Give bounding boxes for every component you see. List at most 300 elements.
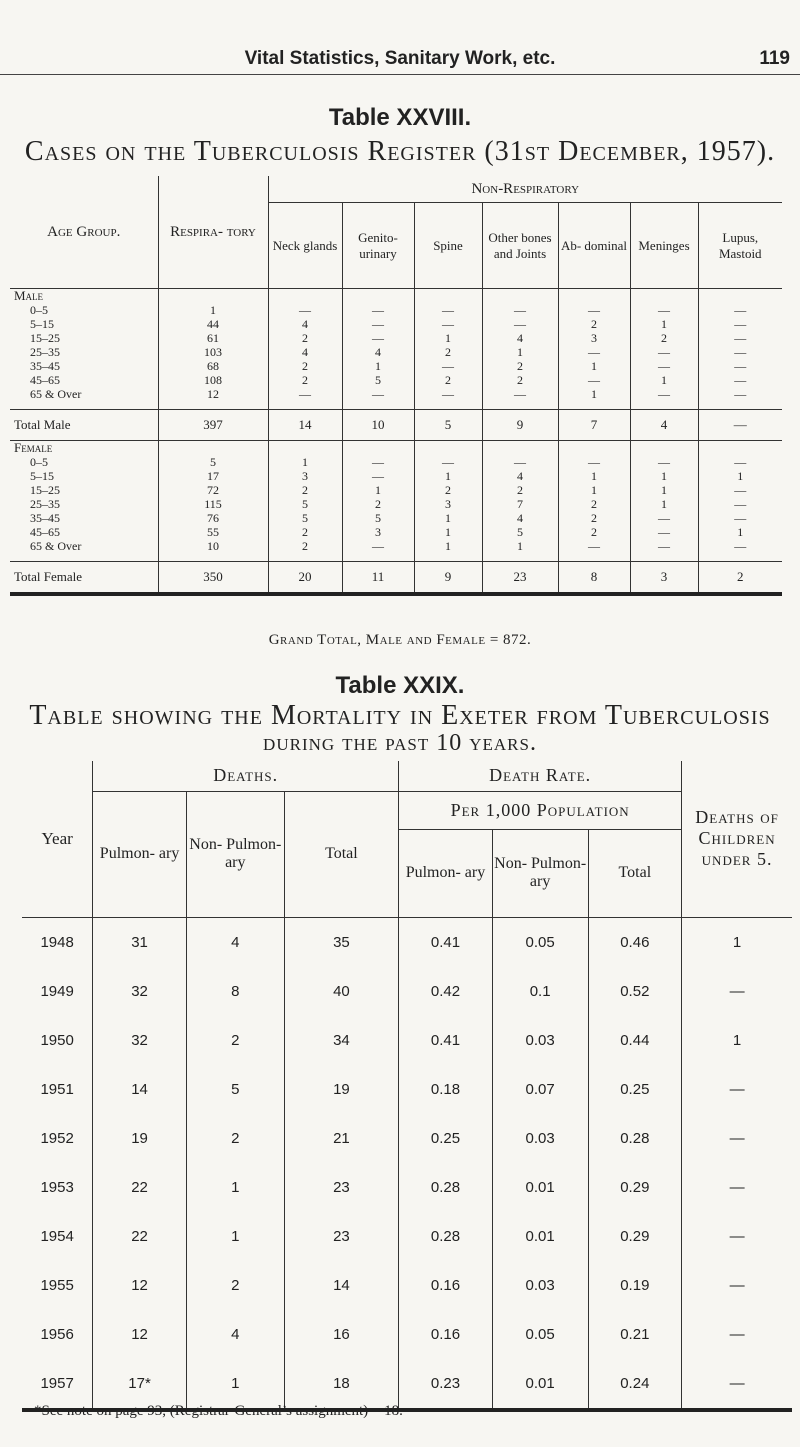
value-cell: 0.44 — [588, 1016, 682, 1065]
value-cell: — — [630, 359, 698, 373]
value-cell: 1 — [630, 497, 698, 511]
value-cell: — — [558, 539, 630, 562]
value-cell: 1 — [682, 917, 792, 967]
value-cell: 2 — [342, 497, 414, 511]
value-cell: — — [698, 483, 782, 497]
value-cell: 12 — [158, 387, 268, 410]
value-cell: 1 — [558, 469, 630, 483]
total-value: 14 — [268, 410, 342, 441]
value-cell: 32 — [93, 967, 187, 1016]
empty-cell — [698, 289, 782, 304]
value-cell: 1 — [682, 1016, 792, 1065]
value-cell: 0.21 — [588, 1310, 682, 1359]
table-row — [22, 1310, 792, 1359]
total-value: 8 — [558, 562, 630, 595]
other-bones-header: Other bones and Joints — [482, 203, 558, 289]
age-cell: 5–15 — [30, 469, 54, 483]
value-cell: 0.28 — [399, 1163, 493, 1212]
value-cell: 55 — [158, 525, 268, 539]
abdominal-header: Ab- dominal — [558, 203, 630, 289]
value-cell: 22 — [93, 1212, 187, 1261]
total-value: 9 — [414, 562, 482, 595]
value-cell: 0.41 — [399, 917, 493, 967]
value-cell: 68 — [158, 359, 268, 373]
value-cell: — — [698, 455, 782, 469]
value-cell: 2 — [268, 483, 342, 497]
year-cell: 1952 — [40, 1129, 74, 1147]
value-cell: 12 — [93, 1310, 187, 1359]
value-cell: 1 — [414, 511, 482, 525]
value-cell: — — [342, 317, 414, 331]
mortality-table — [22, 761, 792, 1412]
value-cell: 0.03 — [492, 1016, 588, 1065]
total-value: 2 — [698, 562, 782, 595]
value-cell: — — [414, 303, 482, 317]
value-cell: 2 — [268, 359, 342, 373]
year-cell: 1951 — [40, 1080, 74, 1098]
value-cell: 2 — [558, 317, 630, 331]
value-cell: 2 — [186, 1261, 284, 1310]
value-cell: 2 — [268, 373, 342, 387]
non-respiratory-header: Non-Respiratory — [268, 176, 782, 203]
empty-cell — [698, 441, 782, 456]
value-cell: 4 — [268, 317, 342, 331]
value-cell: 23 — [284, 1212, 398, 1261]
value-cell: 1 — [414, 469, 482, 483]
rate-pulmonary-header: Pulmon- ary — [399, 829, 493, 917]
table-row — [22, 1114, 792, 1163]
empty-cell — [558, 289, 630, 304]
empty-cell — [630, 289, 698, 304]
empty-cell — [414, 289, 482, 304]
value-cell: 2 — [482, 373, 558, 387]
table-row — [22, 967, 792, 1016]
value-cell: — — [698, 387, 782, 410]
value-cell: 115 — [158, 497, 268, 511]
value-cell: 1 — [414, 539, 482, 562]
value-cell: — — [268, 387, 342, 410]
value-cell: 5 — [482, 525, 558, 539]
value-cell: 5 — [268, 497, 342, 511]
value-cell: 12 — [93, 1261, 187, 1310]
year-header: Year — [22, 761, 93, 917]
value-cell: 4 — [482, 331, 558, 345]
value-cell: 1 — [186, 1212, 284, 1261]
total-value: 20 — [268, 562, 342, 595]
value-cell: 1 — [414, 331, 482, 345]
value-cell: 0.42 — [399, 967, 493, 1016]
value-cell: 0.28 — [588, 1114, 682, 1163]
respiratory-header: Respira- tory — [158, 176, 268, 289]
value-cell: 0.16 — [399, 1310, 493, 1359]
value-cell: 0.29 — [588, 1212, 682, 1261]
value-cell: — — [682, 1065, 792, 1114]
value-cell: 1 — [630, 469, 698, 483]
value-cell: 0.03 — [492, 1261, 588, 1310]
table-row — [10, 331, 782, 345]
value-cell: 44 — [158, 317, 268, 331]
year-cell: 1956 — [40, 1325, 74, 1343]
year-cell: 1950 — [40, 1031, 74, 1049]
table-row — [22, 1261, 792, 1310]
value-cell: 1 — [698, 469, 782, 483]
value-cell: 1 — [558, 483, 630, 497]
value-cell: 0.01 — [492, 1359, 588, 1410]
table-row — [10, 303, 782, 317]
neck-glands-header: Neck glands — [268, 203, 342, 289]
total-value: 5 — [414, 410, 482, 441]
meninges-header: Meninges — [630, 203, 698, 289]
total-header: Total — [284, 791, 398, 917]
age-group-header: Age Group. — [10, 176, 158, 289]
value-cell: 17 — [158, 469, 268, 483]
value-cell: 1 — [186, 1163, 284, 1212]
value-cell: 3 — [342, 525, 414, 539]
value-cell: — — [682, 1212, 792, 1261]
value-cell: 1 — [630, 483, 698, 497]
age-cell: 5–15 — [30, 317, 54, 331]
value-cell: — — [698, 331, 782, 345]
value-cell: — — [482, 455, 558, 469]
table28-caption: Cases on the Tuberculosis Register (31st December, 1957). — [24, 136, 776, 167]
value-cell: 72 — [158, 483, 268, 497]
table-row — [10, 469, 782, 483]
empty-cell — [268, 441, 342, 456]
value-cell: — — [698, 359, 782, 373]
total-value: — — [698, 410, 782, 441]
total-label: Total Female — [10, 562, 158, 595]
value-cell: — — [630, 539, 698, 562]
value-cell: 0.29 — [588, 1163, 682, 1212]
value-cell: 1 — [482, 345, 558, 359]
value-cell: 35 — [284, 917, 398, 967]
value-cell: 0.1 — [492, 967, 588, 1016]
value-cell: — — [698, 317, 782, 331]
table29-caption-line2: during the past 10 years. — [263, 730, 537, 756]
value-cell: 1 — [186, 1359, 284, 1410]
age-cell: 65 & Over — [30, 539, 82, 553]
value-cell: 2 — [186, 1114, 284, 1163]
table-row — [10, 373, 782, 387]
value-cell: 2 — [482, 483, 558, 497]
empty-cell — [630, 441, 698, 456]
value-cell: 5 — [342, 373, 414, 387]
table-row — [22, 1163, 792, 1212]
value-cell: 3 — [414, 497, 482, 511]
male-section-label: Male — [14, 288, 44, 303]
total-label: Total Male — [10, 410, 158, 441]
lupus-header: Lupus, Mastoid — [698, 203, 782, 289]
value-cell: — — [682, 1114, 792, 1163]
value-cell: — — [342, 469, 414, 483]
children-deaths-header: Deaths of Children under 5. — [682, 761, 792, 917]
value-cell: 0.18 — [399, 1065, 493, 1114]
value-cell: — — [682, 1310, 792, 1359]
year-cell: 1953 — [40, 1178, 74, 1196]
value-cell: — — [698, 373, 782, 387]
value-cell: — — [482, 317, 558, 331]
value-cell: 5 — [268, 511, 342, 525]
value-cell: 16 — [284, 1310, 398, 1359]
empty-cell — [342, 289, 414, 304]
tuberculosis-register-table — [10, 176, 782, 596]
value-cell: 8 — [186, 967, 284, 1016]
value-cell: 3 — [558, 331, 630, 345]
value-cell: 14 — [284, 1261, 398, 1310]
table-row — [22, 917, 792, 967]
value-cell: 2 — [414, 483, 482, 497]
value-cell: 1 — [630, 373, 698, 387]
year-cell: 1955 — [40, 1276, 74, 1294]
value-cell: 0.28 — [399, 1212, 493, 1261]
value-cell: — — [558, 373, 630, 387]
age-cell: 25–35 — [30, 345, 60, 359]
empty-cell — [482, 441, 558, 456]
year-cell: 1954 — [40, 1227, 74, 1245]
footnote: *See note on page 93, (Registrar-General’s assignment) = 18. — [34, 1403, 403, 1419]
genito-urinary-header: Genito- urinary — [342, 203, 414, 289]
rate-total-header: Total — [588, 829, 682, 917]
value-cell: — — [682, 1163, 792, 1212]
age-cell: 45–65 — [30, 373, 60, 387]
value-cell: 0.41 — [399, 1016, 493, 1065]
value-cell: — — [558, 345, 630, 359]
value-cell: — — [630, 455, 698, 469]
age-cell: 15–25 — [30, 483, 60, 497]
table-row — [22, 1016, 792, 1065]
value-cell: 2 — [558, 511, 630, 525]
value-cell: 76 — [158, 511, 268, 525]
value-cell: 1 — [342, 359, 414, 373]
total-value: 10 — [342, 410, 414, 441]
value-cell: 0.16 — [399, 1261, 493, 1310]
age-cell: 15–25 — [30, 331, 60, 345]
value-cell: 2 — [414, 373, 482, 387]
section-row — [10, 289, 782, 304]
value-cell: 1 — [482, 539, 558, 562]
value-cell: 2 — [558, 497, 630, 511]
value-cell: — — [630, 303, 698, 317]
value-cell: 34 — [284, 1016, 398, 1065]
value-cell: — — [482, 387, 558, 410]
total-value: 350 — [158, 562, 268, 595]
value-cell: — — [630, 387, 698, 410]
value-cell: — — [682, 967, 792, 1016]
value-cell: 2 — [268, 331, 342, 345]
table-row — [22, 1212, 792, 1261]
table-row — [22, 1065, 792, 1114]
value-cell: — — [414, 387, 482, 410]
table-row — [10, 511, 782, 525]
table-row — [10, 525, 782, 539]
value-cell: 23 — [284, 1163, 398, 1212]
value-cell: 0.01 — [492, 1212, 588, 1261]
value-cell: 19 — [284, 1065, 398, 1114]
value-cell: 0.23 — [399, 1359, 493, 1410]
non-pulmonary-header: Non- Pulmon- ary — [186, 791, 284, 917]
table-row — [10, 455, 782, 469]
rate-non-pulmonary-header: Non- Pulmon- ary — [492, 829, 588, 917]
value-cell: 5 — [342, 511, 414, 525]
value-cell: — — [698, 511, 782, 525]
age-cell: 65 & Over — [30, 387, 82, 401]
pulmonary-header: Pulmon- ary — [93, 791, 187, 917]
value-cell: — — [630, 345, 698, 359]
total-value: 4 — [630, 410, 698, 441]
value-cell: 108 — [158, 373, 268, 387]
value-cell: — — [342, 387, 414, 410]
value-cell: — — [342, 303, 414, 317]
value-cell: 32 — [93, 1016, 187, 1065]
age-cell: 0–5 — [30, 455, 48, 469]
value-cell: 2 — [186, 1016, 284, 1065]
value-cell: 1 — [414, 525, 482, 539]
value-cell: 19 — [93, 1114, 187, 1163]
value-cell: 4 — [342, 345, 414, 359]
value-cell: 61 — [158, 331, 268, 345]
value-cell: 0.52 — [588, 967, 682, 1016]
empty-cell — [158, 289, 268, 304]
value-cell: 4 — [482, 469, 558, 483]
empty-cell — [268, 289, 342, 304]
value-cell: 31 — [93, 917, 187, 967]
value-cell: 2 — [414, 345, 482, 359]
value-cell: — — [558, 455, 630, 469]
age-cell: 25–35 — [30, 497, 60, 511]
value-cell: 103 — [158, 345, 268, 359]
value-cell: 0.07 — [492, 1065, 588, 1114]
grand-total: Grand Total, Male and Female = 872. — [268, 632, 532, 648]
total-value: 3 — [630, 562, 698, 595]
value-cell: 2 — [558, 525, 630, 539]
table-row — [10, 539, 782, 562]
value-cell: 2 — [268, 539, 342, 562]
section-row — [10, 441, 782, 456]
value-cell: 22 — [93, 1163, 187, 1212]
table-row — [10, 345, 782, 359]
value-cell: 2 — [482, 359, 558, 373]
value-cell: — — [698, 497, 782, 511]
table-row — [10, 317, 782, 331]
value-cell: 2 — [630, 331, 698, 345]
value-cell: 5 — [186, 1065, 284, 1114]
value-cell: 0.25 — [588, 1065, 682, 1114]
age-cell: 35–45 — [30, 359, 60, 373]
value-cell: — — [682, 1261, 792, 1310]
value-cell: 18 — [284, 1359, 398, 1410]
value-cell: 1 — [698, 525, 782, 539]
per-1000-header: Per 1,000 Population — [399, 791, 682, 829]
value-cell: 0.19 — [588, 1261, 682, 1310]
empty-cell — [482, 289, 558, 304]
table-row — [10, 359, 782, 373]
value-cell: 4 — [482, 511, 558, 525]
value-cell: 7 — [482, 497, 558, 511]
value-cell: 17* — [93, 1359, 187, 1410]
empty-cell — [558, 441, 630, 456]
value-cell: 0.24 — [588, 1359, 682, 1410]
value-cell: — — [342, 331, 414, 345]
age-cell: 0–5 — [30, 303, 48, 317]
value-cell: 0.05 — [492, 1310, 588, 1359]
value-cell: — — [698, 345, 782, 359]
page-number: 119 — [759, 48, 790, 69]
value-cell: 1 — [630, 317, 698, 331]
value-cell: — — [342, 539, 414, 562]
value-cell: — — [698, 303, 782, 317]
total-value: 23 — [482, 562, 558, 595]
value-cell: — — [414, 455, 482, 469]
value-cell: 14 — [93, 1065, 187, 1114]
age-cell: 35–45 — [30, 511, 60, 525]
value-cell: 4 — [186, 917, 284, 967]
value-cell: 21 — [284, 1114, 398, 1163]
total-value: 7 — [558, 410, 630, 441]
value-cell: — — [414, 359, 482, 373]
total-value: 11 — [342, 562, 414, 595]
female-section-label: Female — [14, 440, 53, 455]
death-rate-header: Death Rate. — [399, 761, 682, 791]
table29-label: Table XXIX. — [335, 672, 465, 699]
value-cell: — — [268, 303, 342, 317]
value-cell: 3 — [268, 469, 342, 483]
table-row — [22, 1359, 792, 1410]
total-row — [10, 562, 782, 595]
table-row — [10, 387, 782, 410]
value-cell: 0.05 — [492, 917, 588, 967]
running-head-title: Vital Statistics, Sanitary Work, etc. — [244, 48, 556, 69]
spine-header: Spine — [414, 203, 482, 289]
total-value: 397 — [158, 410, 268, 441]
table-row — [10, 497, 782, 511]
value-cell: — — [630, 525, 698, 539]
value-cell: — — [682, 1359, 792, 1410]
value-cell: 10 — [158, 539, 268, 562]
value-cell: 40 — [284, 967, 398, 1016]
value-cell: 4 — [268, 345, 342, 359]
table28-label: Table XXVIII. — [328, 104, 472, 131]
value-cell: 1 — [268, 455, 342, 469]
year-cell: 1948 — [40, 933, 74, 951]
empty-cell — [342, 441, 414, 456]
value-cell: — — [698, 539, 782, 562]
value-cell: 4 — [186, 1310, 284, 1359]
deaths-header: Deaths. — [93, 761, 399, 791]
table-row — [10, 483, 782, 497]
value-cell: 0.25 — [399, 1114, 493, 1163]
value-cell: 2 — [268, 525, 342, 539]
value-cell: 0.03 — [492, 1114, 588, 1163]
value-cell: — — [414, 317, 482, 331]
value-cell: 5 — [158, 455, 268, 469]
value-cell: — — [482, 303, 558, 317]
total-row — [10, 410, 782, 441]
value-cell: 0.46 — [588, 917, 682, 967]
total-value: 9 — [482, 410, 558, 441]
empty-cell — [414, 441, 482, 456]
year-cell: 1949 — [40, 982, 74, 1000]
value-cell: 0.01 — [492, 1163, 588, 1212]
value-cell: — — [342, 455, 414, 469]
table29-caption-line1: Table showing the Mortality in Exeter from Tuberculosis — [29, 700, 771, 731]
running-head — [0, 48, 800, 75]
value-cell: 1 — [158, 303, 268, 317]
empty-cell — [158, 441, 268, 456]
value-cell: 1 — [558, 359, 630, 373]
value-cell: — — [630, 511, 698, 525]
year-cell: 1957 — [22, 1359, 93, 1410]
value-cell: — — [558, 303, 630, 317]
